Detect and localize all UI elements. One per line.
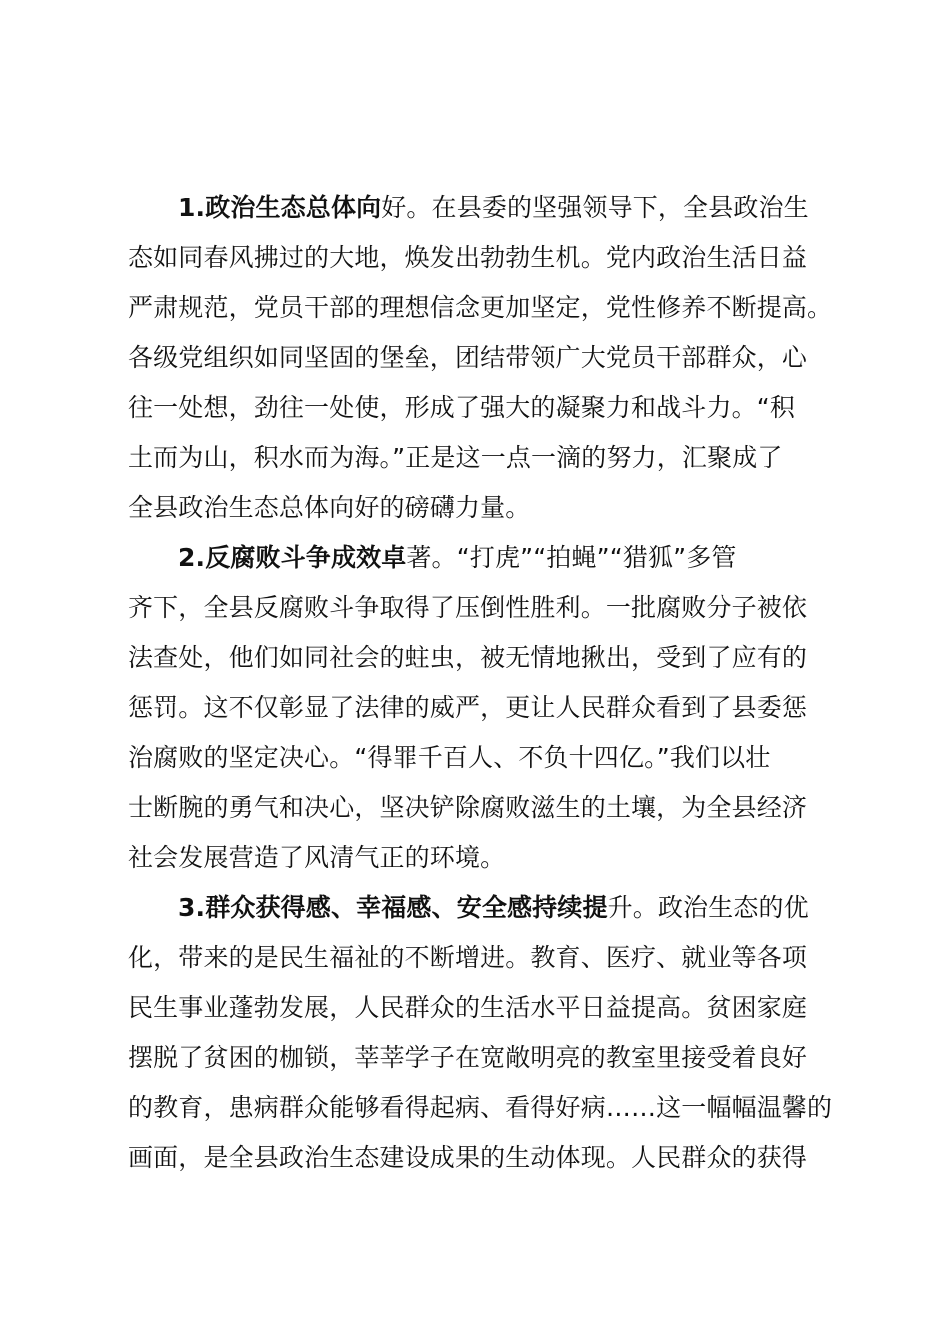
paragraph-1-line-1	[128, 183, 834, 233]
section-3-heading: 3.群众获得感、幸福感、安全感持续提	[178, 893, 608, 922]
section-2-text: 著。“打虎”“拍蝇”“猎狐”多管	[406, 543, 737, 572]
paragraph-2-line: 法查处，他们如同社会的蛀虫，被无情地揪出，受到了应有的	[128, 643, 808, 672]
paragraph-2-line: 治腐败的坚定决心。“得罪千百人、不负十四亿。”我们以壮	[128, 743, 771, 772]
paragraph-2-line: 社会发展营造了风清气正的环境。	[128, 843, 506, 872]
paragraph-1-line: 严肃规范，党员干部的理想信念更加坚定，党性修养不断提高。	[128, 293, 833, 322]
paragraph-3-line: 画面，是全县政治生态建设成果的生动体现。人民群众的获得	[128, 1143, 808, 1172]
paragraph-3-line-1	[128, 883, 834, 933]
paragraph-3-line: 的教育，患病群众能够看得起病、看得好病……这一幅幅温馨的	[128, 1093, 833, 1122]
paragraph-3-line: 化，带来的是民生福祉的不断增进。教育、医疗、就业等各项	[128, 943, 808, 972]
paragraph-2-line: 士断腕的勇气和决心，坚决铲除腐败滋生的土壤，为全县经济	[128, 793, 808, 822]
paragraph-1-line: 全县政治生态总体向好的磅礴力量。	[128, 493, 531, 522]
paragraph-1-line: 各级党组织如同坚固的堡垒，团结带领广大党员干部群众，心	[128, 343, 808, 372]
paragraph-3-line: 民生事业蓬勃发展，人民群众的生活水平日益提高。贫困家庭	[128, 993, 808, 1022]
paragraph-1-line: 态如同春风拂过的大地，焕发出勃勃生机。党内政治生活日益	[128, 243, 808, 272]
section-1-text: 好。在县委的坚强领导下，全县政治生	[381, 193, 809, 222]
section-1-heading: 1.政治生态总体向	[178, 193, 382, 222]
section-2-heading: 2.反腐败斗争成效卓	[178, 543, 407, 572]
section-3-text: 升。政治生态的优	[607, 893, 809, 922]
paragraph-2-line-1	[128, 533, 834, 583]
paragraph-2-line: 惩罚。这不仅彰显了法律的威严，更让人民群众看到了县委惩	[128, 693, 808, 722]
paragraph-2-line: 齐下，全县反腐败斗争取得了压倒性胜利。一批腐败分子被依	[128, 593, 808, 622]
paragraph-3-line: 摆脱了贫困的枷锁，莘莘学子在宽敞明亮的教室里接受着良好	[128, 1043, 808, 1072]
paragraph-1-line: 往一处想，劲往一处使，形成了强大的凝聚力和战斗力。“积	[128, 393, 796, 422]
document-body	[128, 183, 834, 1183]
paragraph-1-line: 土而为山，积水而为海。”正是这一点一滴的努力，汇聚成了	[128, 443, 783, 472]
